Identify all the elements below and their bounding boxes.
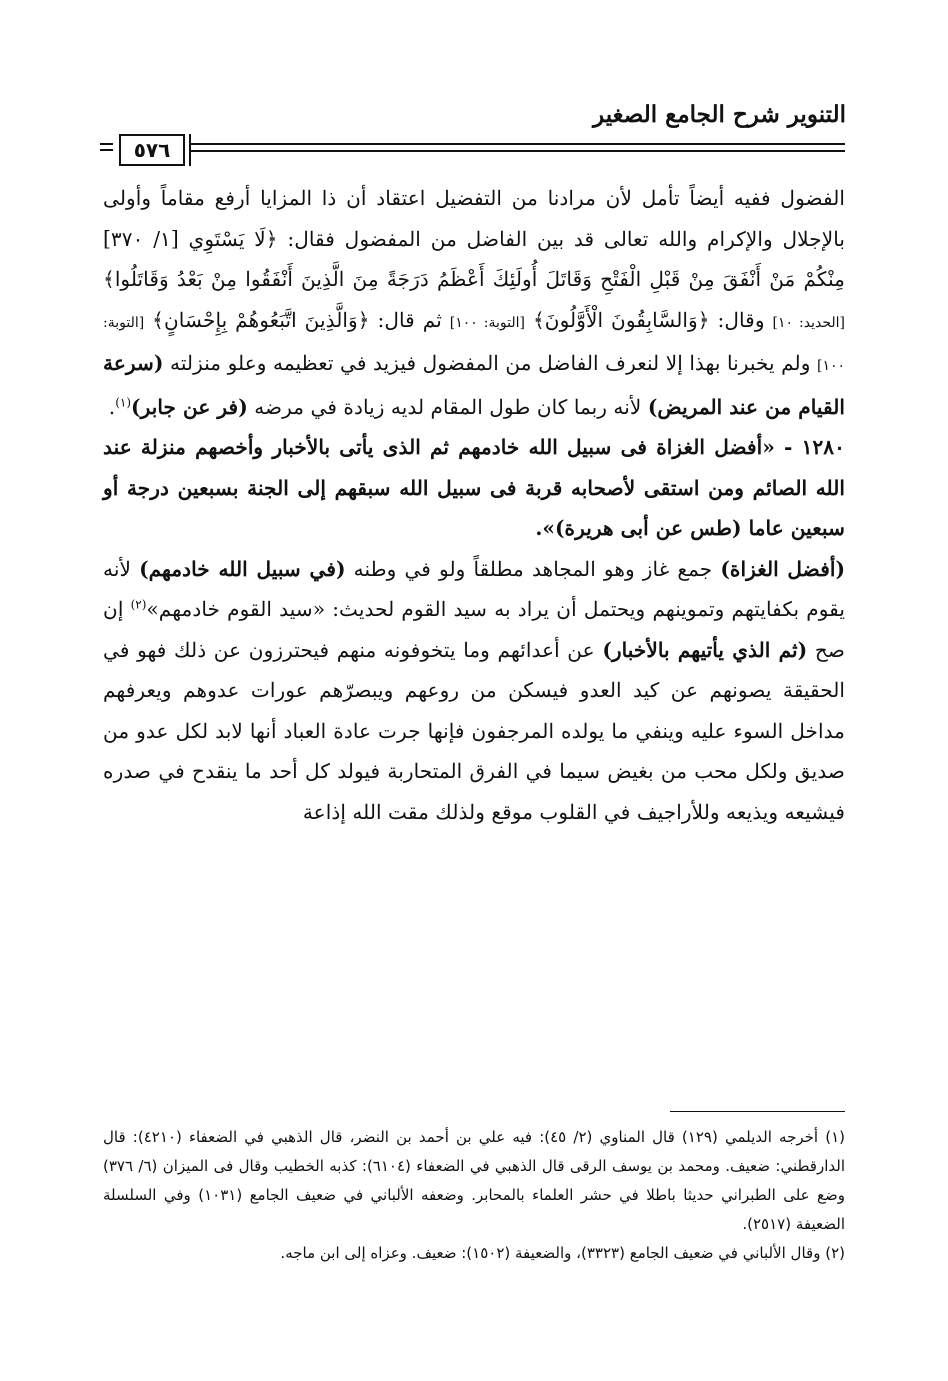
matn-quote: (ثم الذي يأتيهم بالأخبار) <box>602 637 808 662</box>
text-run: لأنه ربما كان طول المقام لديه زيادة في مرضه <box>254 394 642 419</box>
matn-quote: (أفضل الغزاة) <box>720 556 846 581</box>
header-rule <box>190 143 845 145</box>
text-run: جمع غاز وهو المجاهد مطلقاً ولو في وطنه <box>353 556 713 581</box>
matn-quote: (سرعة القيام من عند المريض) <box>103 351 845 419</box>
commentary-paragraph-2 <box>103 549 845 833</box>
text-run: ولم يخبرنا بهذا إلا لنعرف الفاضل من المفضول فيزيد في تعظيمه وعلو منزلته <box>170 351 811 375</box>
main-text <box>103 178 845 832</box>
footnotes <box>103 1123 845 1268</box>
text-run: ثم قال: ﴿وَالَّذِينَ اتَّبَعُوهُمْ بِإِحْسَانٍ﴾ <box>152 307 442 332</box>
footnote-separator <box>670 1111 845 1112</box>
hadith-entry: ١٢٨٠ - «أفضل الغزاة فى سبيل الله خادمهم ثم الذى يأتى بالأخبار وأخصهم منزلة عند الله الصائم ومن استقى لأصحابه قربة فى سبيل الله سبقهم إلى الجنة بسبعين درجة أو سبعين عاما (طس عن أبى هريرة)». <box>103 435 845 540</box>
footnote-1: (١) أخرجه الديلمي (١٢٩) قال المناوي (٢/ ٤٥): فيه علي بن أحمد بن النضر، قال الذهبي في الضعفاء (٤٢١٠): قال الدارقطني: ضعيف. ومحمد بن يوسف الرقى قال الذهبي في الضعفاء (٦١٠٤): كذبه الخطيب وقال فى الميزان (٦/ ٣٧٦) وضع على الطبراني حديثا باطلا في حشر العلماء بالمحابر. وضعفه الألباني في ضعيف الجامع (١٠٣١) وفي السلسلة الضعيفة (٢٥١٧). <box>103 1128 845 1233</box>
quran-reference: [التوبة: ١٠٠] <box>449 314 526 331</box>
text-run: وقال: ﴿وَالسَّابِقُونَ الْأَوَّلُونَ﴾ <box>532 307 765 332</box>
footnote-marker[interactable]: (٢) <box>130 597 147 612</box>
commentary-paragraph-1 <box>103 178 845 427</box>
text-run: إن صح <box>103 597 845 662</box>
header-equals-ornament <box>100 140 113 154</box>
quran-reference: [الحديد: ١٠] <box>772 314 845 331</box>
header-rule-double <box>190 150 845 152</box>
text-run: الفضول ففيه أيضاً تأمل لأن مرادنا من التفضيل اعتقاد أن ذا المزايا أرفع مقاماً وأولى بالإجلال والإكرام والله تعالى قد بين الفاضل من المفضول فقال: ﴿لَا يَسْتَوِي [١/ ٣٧٠] مِنْكُمْ مَنْ أَنْفَقَ مِنْ قَبْلِ الْفَتْحِ وَقَاتَلَ أُولَئِكَ أَعْظَمُ دَرَجَةً مِنَ الَّذِينَ أَنْفَقُوا مِنْ بَعْدُ وَقَاتَلُوا﴾ <box>103 186 845 291</box>
matn-quote: (في سبيل الله خادمهم) <box>139 556 346 581</box>
page-number: ٥٧٦ <box>119 134 185 166</box>
quran-reference: [التوبة: ١٠٠] <box>103 314 846 374</box>
running-header-title: التنوير شرح الجامع الصغير <box>593 101 846 128</box>
text-run: عن أعدائهم وما يتخوفونه منهم فيحترزون عن ذلك فهو في الحقيقة يصونهم عن كيد العدو فيسكن من روعهم ويبصرّهم عورات عدوهم ويعرفهم مداخل السوء عليه وينفي ما يولده المرجفون فإنها جرت عادة العباد أنها لابد لكل عدو من صديق ولكل محب من بغيض سيما في الفرق المتحاربة فيولد كل أحد ما ينقدح في صدره فيشيعه ويذيعه وللأراجيف في القلوب موقع ولذلك مقت الله إذاعة <box>103 637 845 824</box>
footnote-2: (٢) وقال الألباني في ضعيف الجامع (٣٣٢٣)، والضعيفة (١٥٠٢): ضعيف. وعزاه إلى ابن ماجه. <box>280 1244 845 1262</box>
footnote-marker[interactable]: (١) <box>115 394 132 409</box>
text-run: . <box>108 394 116 419</box>
source-attribution: (فر عن جابر) <box>131 394 248 419</box>
text-run: لأنه يقوم بكفايتهم وتموينهم ويحتمل أن يراد به سيد القوم لحديث: «سيد القوم خادمهم» <box>103 556 845 621</box>
